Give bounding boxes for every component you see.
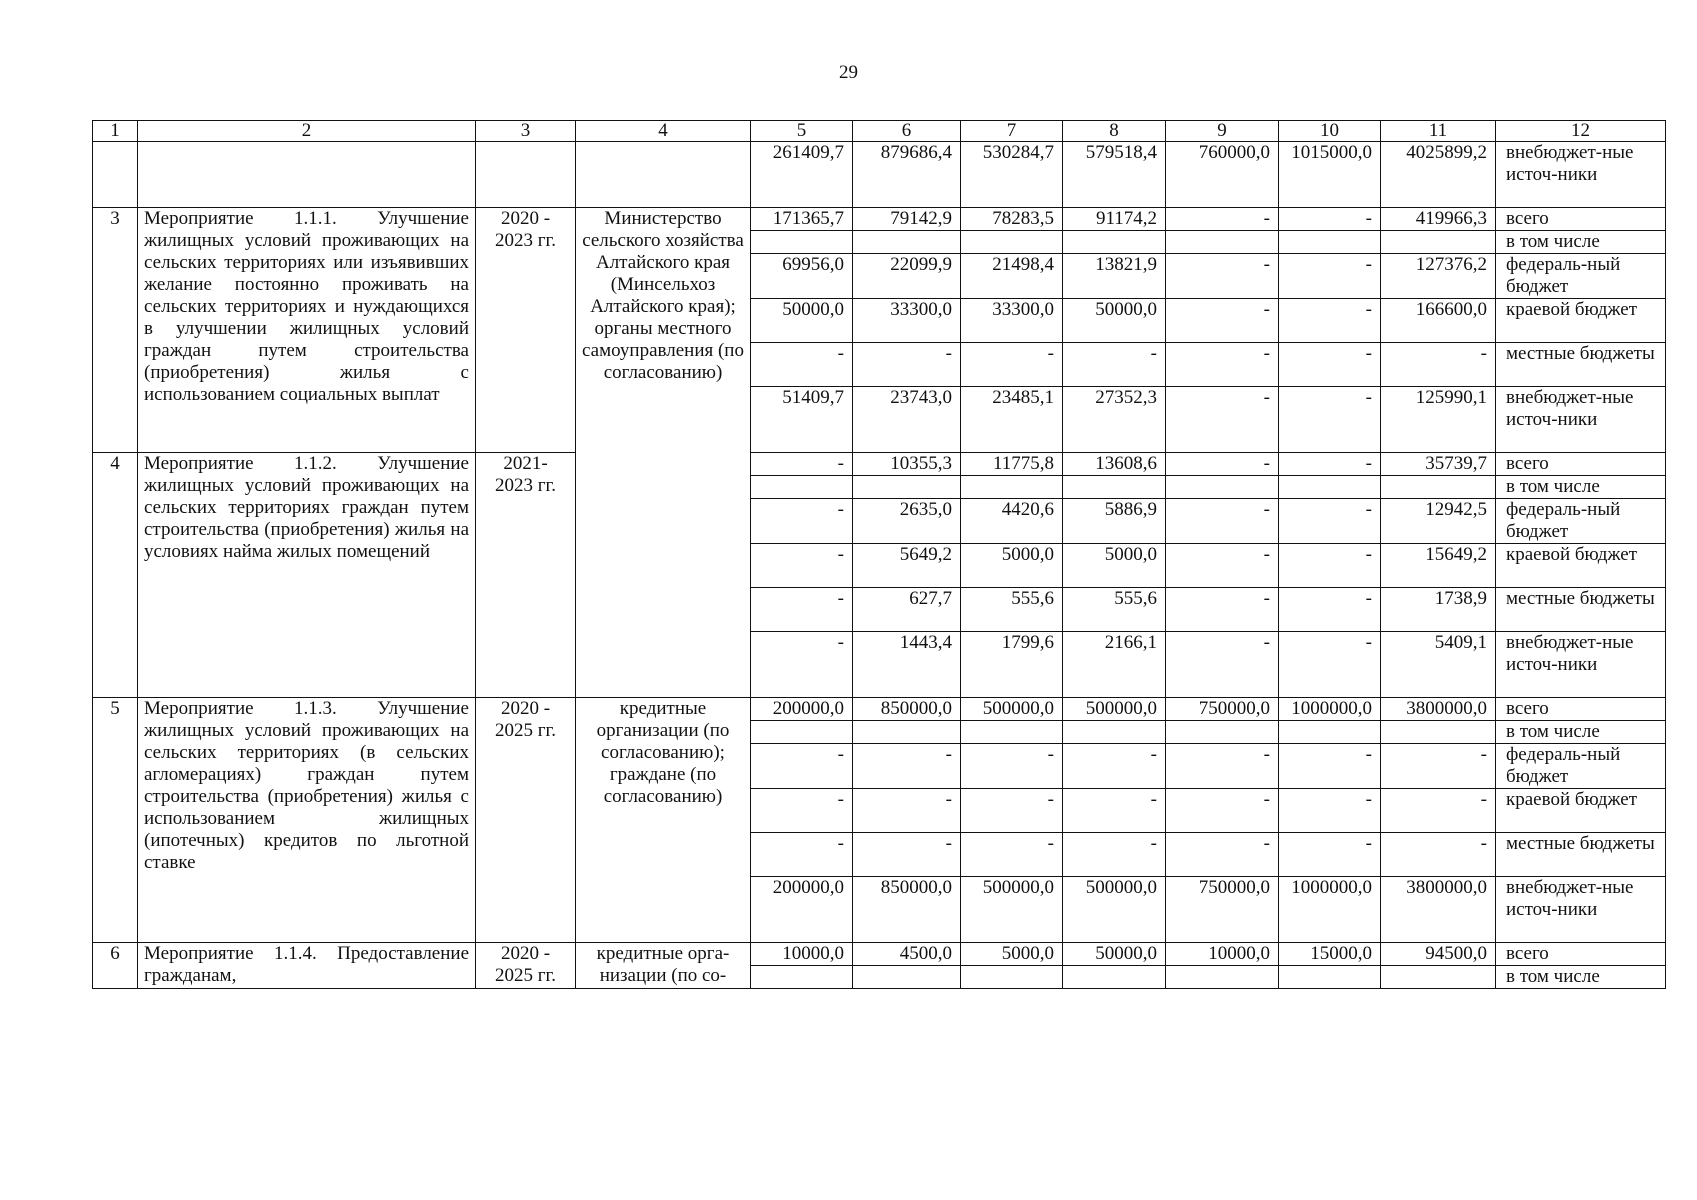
item-title-cell: Мероприятие 1.1.4. Предоставление гражданам, [138,943,476,989]
amount-cell [751,966,853,989]
amount-cell: - [961,744,1063,789]
page-number: 29 [839,62,858,83]
amount-cell [853,476,961,499]
budget-table [92,120,1666,989]
header-cell: 5 [751,121,853,142]
amount-cell [751,476,853,499]
amount-cell: - [1381,789,1496,833]
amount-cell: - [751,632,853,698]
table-row [93,698,1666,721]
amount-cell: 3800000,0 [1381,698,1496,721]
source-label-cell: краевой бюджет [1496,544,1666,588]
amount-cell: 5649,2 [853,544,961,588]
amount-cell [853,231,961,254]
amount-cell: 419966,3 [1381,208,1496,231]
item-title-cell: Мероприятие 1.1.1. Улучшение жилищных условий проживающих на сельских территориях или изъявивших желание постоянно проживать на сельских территориях и нуждающихся в улучшении жилищных условий граждан путем строительства (приобретения) жилья с использованием социальных выплат [138,208,476,453]
item-executor-cell: Министерство сельского хозяйства Алтайского края (Минсельхоз Алтайского края); органы местного самоуправления (по согласованию) [576,208,751,698]
amount-cell: - [1381,343,1496,387]
amount-cell [1166,721,1279,744]
amount-cell [1063,966,1166,989]
amount-cell [1279,231,1381,254]
table-row [93,453,1666,476]
item-years-cell [476,142,576,208]
item-years-cell: 2020 - 2025 гг. [476,698,576,943]
amount-cell [751,721,853,744]
amount-cell: 10355,3 [853,453,961,476]
amount-cell [961,966,1063,989]
amount-cell: 11775,8 [961,453,1063,476]
item-title-cell: Мероприятие 1.1.2. Улучшение жилищных условий проживающих на сельских территориях граждан путем строительства (приобретения) жилья на условиях найма жилых помещений [138,453,476,698]
amount-cell: - [1063,343,1166,387]
amount-cell: 879686,4 [853,142,961,208]
amount-cell: 35739,7 [1381,453,1496,476]
amount-cell: 94500,0 [1381,943,1496,966]
amount-cell: 760000,0 [1166,142,1279,208]
amount-cell [1063,476,1166,499]
item-number-cell [93,142,138,208]
table-row [93,943,1666,966]
header-cell: 1 [93,121,138,142]
amount-cell: - [1063,833,1166,877]
amount-cell: 1443,4 [853,632,961,698]
amount-cell: 33300,0 [961,299,1063,343]
amount-cell: - [1279,632,1381,698]
amount-cell: 500000,0 [1063,877,1166,943]
source-label-cell: внебюджет-ные источ-ники [1496,387,1666,453]
amount-cell: - [1279,387,1381,453]
amount-cell: 500000,0 [961,877,1063,943]
source-label-cell: в том числе [1496,231,1666,254]
amount-cell: - [1279,833,1381,877]
header-cell: 6 [853,121,961,142]
amount-cell: - [1166,254,1279,299]
source-label-cell: внебюджет-ные источ-ники [1496,632,1666,698]
amount-cell: 50000,0 [751,299,853,343]
source-label-cell: федераль-ный бюджет [1496,254,1666,299]
amount-cell: - [1166,588,1279,632]
amount-cell: 555,6 [961,588,1063,632]
amount-cell: 500000,0 [1063,698,1166,721]
source-label-cell: всего [1496,943,1666,966]
amount-cell: 4025899,2 [1381,142,1496,208]
amount-cell: 12942,5 [1381,499,1496,544]
amount-cell [1166,476,1279,499]
amount-cell: - [1166,544,1279,588]
amount-cell: 5409,1 [1381,632,1496,698]
amount-cell: 1000000,0 [1279,698,1381,721]
amount-cell [853,966,961,989]
source-label-cell: местные бюджеты [1496,588,1666,632]
amount-cell: 530284,7 [961,142,1063,208]
amount-cell: 500000,0 [961,698,1063,721]
amount-cell: 5000,0 [1063,544,1166,588]
amount-cell [1279,476,1381,499]
source-label-cell: внебюджет-ные источ-ники [1496,142,1666,208]
amount-cell: 200000,0 [751,698,853,721]
amount-cell: - [1279,544,1381,588]
amount-cell: - [1381,833,1496,877]
amount-cell: 5000,0 [961,544,1063,588]
amount-cell: - [1279,499,1381,544]
amount-cell: 69956,0 [751,254,853,299]
amount-cell: 27352,3 [1063,387,1166,453]
amount-cell: - [1279,744,1381,789]
amount-cell: 10000,0 [1166,943,1279,966]
amount-cell: 4420,6 [961,499,1063,544]
amount-cell: - [1166,453,1279,476]
amount-cell: 1015000,0 [1279,142,1381,208]
item-years-cell: 2021- 2023 гг. [476,453,576,698]
amount-cell [1063,231,1166,254]
amount-cell [853,721,961,744]
amount-cell [1279,721,1381,744]
amount-cell: 51409,7 [751,387,853,453]
amount-cell: - [1063,744,1166,789]
item-executor-cell: кредитные орга-низации (по со- [576,943,751,989]
source-label-cell: в том числе [1496,721,1666,744]
amount-cell: - [1166,744,1279,789]
amount-cell: - [751,833,853,877]
amount-cell: - [1166,789,1279,833]
source-label-cell: всего [1496,698,1666,721]
amount-cell: - [961,343,1063,387]
amount-cell: - [1381,744,1496,789]
amount-cell: 13821,9 [1063,254,1166,299]
header-cell: 11 [1381,121,1496,142]
amount-cell: 10000,0 [751,943,853,966]
amount-cell: - [751,544,853,588]
header-cell: 10 [1279,121,1381,142]
amount-cell: 1000000,0 [1279,877,1381,943]
table-row [93,142,1666,208]
amount-cell: 2166,1 [1063,632,1166,698]
item-number-cell: 6 [93,943,138,989]
amount-cell: 200000,0 [751,877,853,943]
amount-cell: 1799,6 [961,632,1063,698]
item-number-cell: 4 [93,453,138,698]
item-years-cell: 2020 - 2023 гг. [476,208,576,453]
amount-cell: - [751,453,853,476]
amount-cell [961,231,1063,254]
header-cell: 8 [1063,121,1166,142]
amount-cell: - [751,499,853,544]
amount-cell: 3800000,0 [1381,877,1496,943]
amount-cell: - [1166,343,1279,387]
item-executor-cell: кредитные организации (по согласованию); граждане (по согласованию) [576,698,751,943]
amount-cell: - [1166,499,1279,544]
amount-cell: 50000,0 [1063,943,1166,966]
amount-cell: - [751,789,853,833]
source-label-cell: всего [1496,453,1666,476]
amount-cell: - [1279,343,1381,387]
item-title-cell [138,142,476,208]
header-cell: 9 [1166,121,1279,142]
amount-cell: - [853,833,961,877]
amount-cell [961,721,1063,744]
amount-cell: - [853,343,961,387]
source-label-cell: местные бюджеты [1496,343,1666,387]
amount-cell: 261409,7 [751,142,853,208]
amount-cell [1381,966,1496,989]
table-row [93,208,1666,231]
source-label-cell: в том числе [1496,476,1666,499]
amount-cell: 15000,0 [1279,943,1381,966]
amount-cell: 850000,0 [853,877,961,943]
amount-cell: 33300,0 [853,299,961,343]
amount-cell: 127376,2 [1381,254,1496,299]
amount-cell: - [1166,632,1279,698]
amount-cell: - [1166,208,1279,231]
amount-cell [961,476,1063,499]
source-label-cell: краевой бюджет [1496,789,1666,833]
source-label-cell: краевой бюджет [1496,299,1666,343]
source-label-cell: внебюджет-ные источ-ники [1496,877,1666,943]
amount-cell: - [961,789,1063,833]
source-label-cell: в том числе [1496,966,1666,989]
amount-cell: - [1279,299,1381,343]
amount-cell: 1738,9 [1381,588,1496,632]
amount-cell: 171365,7 [751,208,853,231]
amount-cell [1381,231,1496,254]
amount-cell: 627,7 [853,588,961,632]
amount-cell: 21498,4 [961,254,1063,299]
source-label-cell: федераль-ный бюджет [1496,744,1666,789]
amount-cell: 4500,0 [853,943,961,966]
amount-cell: - [1063,789,1166,833]
amount-cell: 850000,0 [853,698,961,721]
amount-cell: - [751,744,853,789]
header-cell: 4 [576,121,751,142]
amount-cell: 166600,0 [1381,299,1496,343]
amount-cell: - [1166,299,1279,343]
amount-cell: - [1279,208,1381,231]
amount-cell: - [751,588,853,632]
item-title-cell: Мероприятие 1.1.3. Улучшение жилищных условий проживающих на сельских территориях (в сельских агломерациях) граждан путем строительства (приобретения) жилья с использованием жилищных (ипотечных) кредитов по льготной ставке [138,698,476,943]
amount-cell: - [1279,453,1381,476]
amount-cell: 79142,9 [853,208,961,231]
amount-cell: 23485,1 [961,387,1063,453]
item-years-cell: 2020 - 2025 гг. [476,943,576,989]
item-executor-cell [576,142,751,208]
amount-cell: 5886,9 [1063,499,1166,544]
amount-cell: 13608,6 [1063,453,1166,476]
header-row [93,121,1666,142]
amount-cell: - [1279,254,1381,299]
amount-cell: 125990,1 [1381,387,1496,453]
amount-cell: - [853,744,961,789]
amount-cell: 750000,0 [1166,698,1279,721]
amount-cell: 22099,9 [853,254,961,299]
amount-cell: 579518,4 [1063,142,1166,208]
header-cell: 7 [961,121,1063,142]
amount-cell [1063,721,1166,744]
item-number-cell: 5 [93,698,138,943]
amount-cell: 23743,0 [853,387,961,453]
amount-cell: 5000,0 [961,943,1063,966]
amount-cell [1381,721,1496,744]
amount-cell: - [1279,588,1381,632]
amount-cell: 750000,0 [1166,877,1279,943]
amount-cell: 15649,2 [1381,544,1496,588]
amount-cell: - [1279,789,1381,833]
amount-cell [1166,966,1279,989]
source-label-cell: федераль-ный бюджет [1496,499,1666,544]
amount-cell: - [961,833,1063,877]
source-label-cell: местные бюджеты [1496,833,1666,877]
amount-cell: 91174,2 [1063,208,1166,231]
amount-cell [1166,231,1279,254]
header-cell: 12 [1496,121,1666,142]
header-cell: 3 [476,121,576,142]
source-label-cell: всего [1496,208,1666,231]
amount-cell: - [751,343,853,387]
amount-cell: 2635,0 [853,499,961,544]
amount-cell [1381,476,1496,499]
amount-cell: - [853,789,961,833]
item-number-cell: 3 [93,208,138,453]
amount-cell: 555,6 [1063,588,1166,632]
amount-cell [751,231,853,254]
amount-cell: - [1166,833,1279,877]
amount-cell: 78283,5 [961,208,1063,231]
header-cell: 2 [138,121,476,142]
amount-cell: 50000,0 [1063,299,1166,343]
amount-cell [1279,966,1381,989]
amount-cell: - [1166,387,1279,453]
